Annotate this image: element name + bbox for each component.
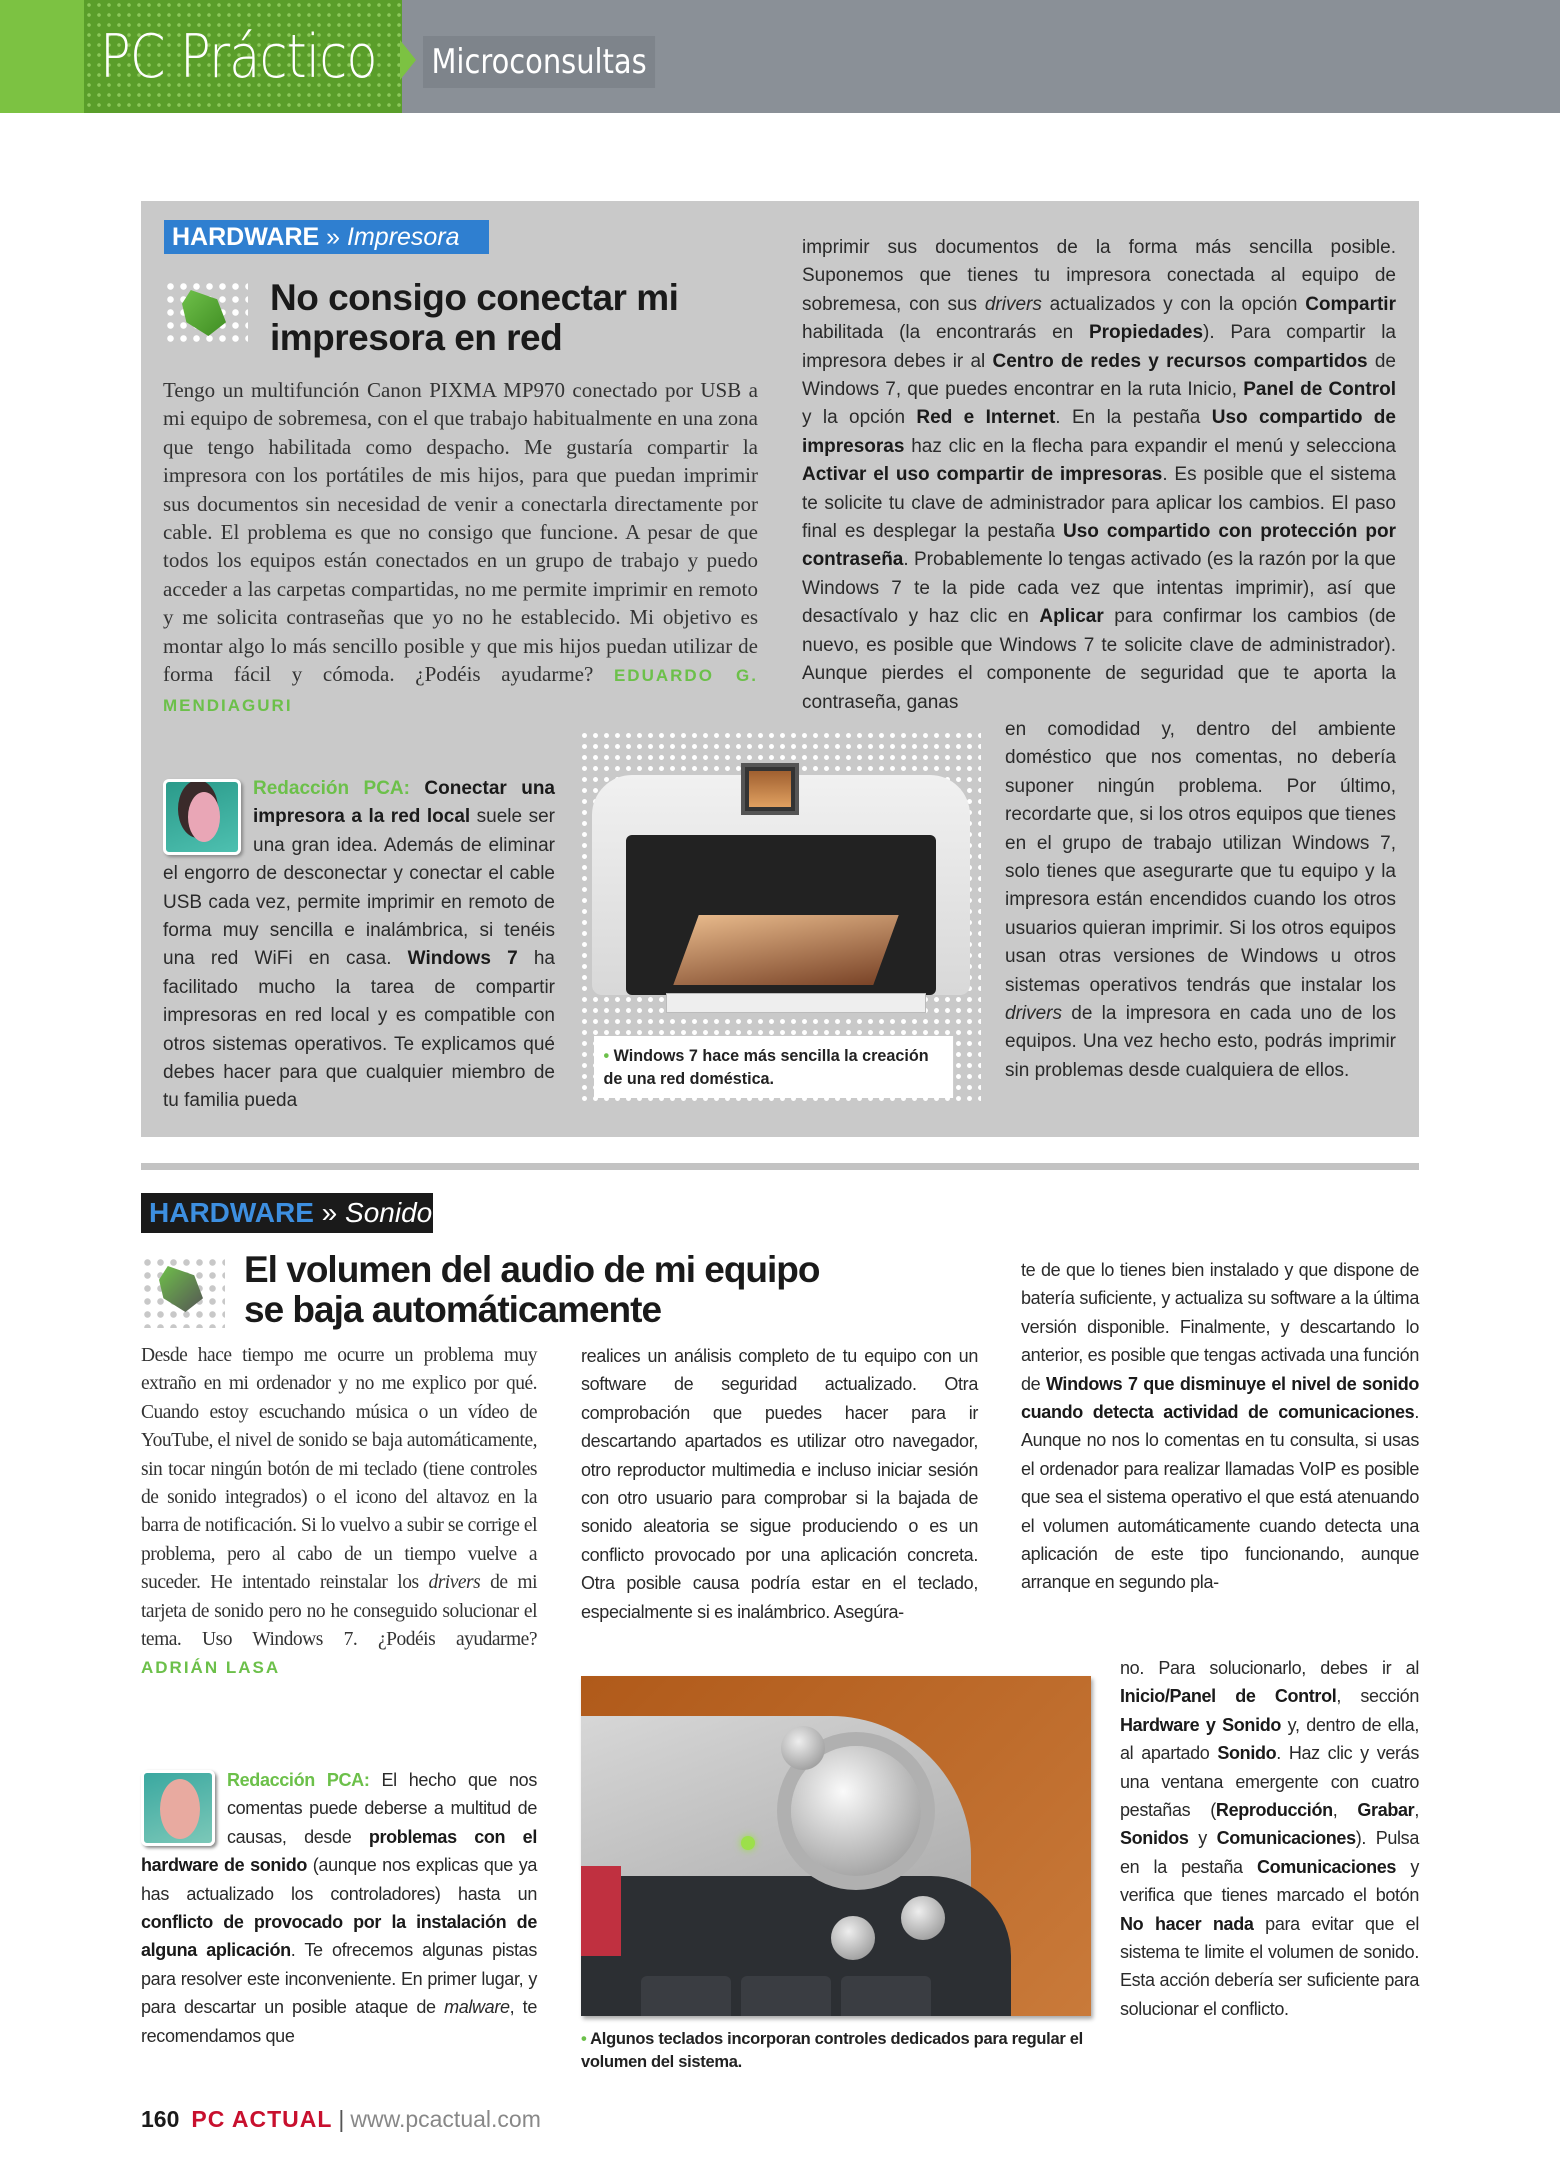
bullet-icon: • — [603, 1046, 610, 1065]
text-run: , — [1332, 1800, 1358, 1821]
category-tag — [164, 220, 489, 254]
category-separator: » — [319, 223, 348, 251]
text-run: no. Para solucionarlo, debes ir al — [1120, 1658, 1419, 1678]
text-run: Reproducción — [1215, 1800, 1333, 1821]
category-tag — [141, 1193, 433, 1233]
text-run: problemas con el hardware de sonido — [141, 1826, 537, 1876]
category-label: HARDWARE — [172, 223, 320, 251]
text-run: conflicto de provocado por la instalación de alguna aplicación — [141, 1912, 537, 1961]
section-divider — [141, 1163, 1419, 1170]
subcategory-label: Impresora — [347, 223, 460, 251]
text-run: de Windows 7, que puedes encontrar en la ruta Inicio, — [802, 350, 1396, 401]
text-run: Compartir — [1305, 293, 1396, 315]
text-run: Desde hace tiempo me ocurre un problema muy extraño en mi ordenador y no me explico por qué. Cuando estoy escuchando música o un vídeo de YouTube, el nivel de sonido se baja automáticamente, sin tocar ningún botón de mi teclado (tiene controles de sonido integrados) o el icono del altavoz en la barra de notificación. Si lo vuelvo a subir se corrige el problema, pero al cabo de un tiempo vuelve a suceder. He intentado reinstalar los — [141, 1345, 537, 1594]
page-footer — [141, 2104, 541, 2134]
text-run: y la opción — [802, 407, 917, 429]
text-run: suele ser una gran idea. Además de eliminar el engorro de desconectar y conectar el cable USB cada vez, permite imprimir en remoto de forma muy sencilla e inalámbrica, si tenéis una red WiFi en casa. — [163, 806, 555, 970]
text-run: . Aunque no nos lo comentas en tu consulta, si usas el ordenador para realizar llamadas VoIP es posible que sea el sistema operativo el que está atenuando el volumen automáticamente cuando detecta una aplicación de este tipo funcionando, aunque arranque en segundo pla- — [1021, 1402, 1419, 1593]
answer-continued-2 — [1005, 716, 1396, 1085]
text-run: , sección — [1336, 1686, 1419, 1707]
text-run: realices un análisis completo de tu equipo con un software de seguridad actualizado. Otra comprobación que puedes hacer para ir descartando apartados es utilizar otro navegador, otro reproductor multimedia e incluso iniciar sesión con otro usuario para comprobar si la bajada de sonido aleatoria se sigue produciendo o es un conflicto provocado por una aplicación concreta. Otra posible causa podría estar en el teclado, especialmente si es inalámbrico. Asegúra- — [581, 1346, 978, 1622]
figure-caption — [594, 1036, 953, 1098]
keyboard-photo — [581, 1676, 1091, 2016]
footer-separator: | — [338, 2106, 345, 2132]
website-link[interactable]: www.pcactual.com — [350, 2106, 541, 2132]
editor-answer — [163, 775, 555, 1116]
text-run: Sonido — [1217, 1743, 1277, 1764]
text-run: para evitar que el sistema te limite el volumen de sonido. Esta acción debería ser suficiente para solucionar el conflicto. — [1120, 1913, 1419, 2019]
answer-continued — [581, 1342, 978, 1626]
reader-question — [163, 376, 758, 721]
text-run: Uso compartido de impresoras — [802, 407, 1396, 457]
editor-avatar — [163, 779, 241, 855]
chevron-right-icon — [400, 40, 416, 80]
text-run: y verifica que tienes marcado el botón — [1120, 1856, 1419, 1906]
text-run: El hecho que nos comentas puede deberse a multitud de causas, desde — [227, 1770, 537, 1847]
text-run: ). Pulsa en la pestaña — [1120, 1828, 1419, 1877]
text-run: de la impresora en cada uno de los equipos. Una vez hecho esto, podrás imprimir sin problemas desde cualquiera de ellos. — [1005, 1003, 1396, 1081]
editor-answer — [141, 1766, 537, 2050]
text-run: ). Para compartir la impresora debes ir al — [802, 322, 1397, 372]
text-run: te de que lo tienes bien instalado y que dispone de batería suficiente, y actualiza su software a la última versión disponible. Finalmente, y descartando lo anterior, es posible que tengas activada una función de — [1021, 1260, 1419, 1394]
category-label: HARDWARE — [149, 1197, 314, 1228]
bullet-icon: • — [581, 2030, 587, 2048]
text-run: . Probablemente lo tengas activado (es la razón por la que Windows 7 te la pide cada vez que intentas imprimir), así que desactívalo y haz clic en — [802, 549, 1396, 628]
text-run: No hacer nada — [1120, 1913, 1254, 1934]
text-run: drivers — [1005, 1003, 1063, 1025]
text-run: . En la pestaña — [1055, 407, 1212, 429]
text-run: (aunque nos explicas que ya has actualizado los controladores) hasta un — [141, 1855, 538, 1904]
answer-continued-3 — [1120, 1654, 1419, 2023]
article-title: El volumen del audio de mi equipo se baja automáticamente — [244, 1249, 820, 1330]
text-run: Activar el uso compartir de impresoras — [802, 464, 1163, 486]
text-run: Redacción PCA: — [227, 1770, 370, 1790]
text-run: . Te ofrecemos algunas pistas para resolver este inconveniente. En primer lugar, y para descartar un posible ataque de — [141, 1940, 537, 2018]
hardware-icon — [164, 280, 248, 348]
printer-photo — [586, 735, 976, 1018]
text-run: drivers — [984, 293, 1042, 315]
text-run: y — [1188, 1828, 1217, 1849]
text-run: Windows 7 — [407, 948, 518, 970]
reader-question — [141, 1342, 537, 1683]
text-run: Grabar — [1357, 1800, 1415, 1821]
text-run: Hardware y Sonido — [1120, 1714, 1282, 1735]
article-title: No consigo conectar mi impresora en red — [270, 277, 679, 358]
text-run: Sonidos — [1120, 1828, 1189, 1849]
subcategory-label: Sonido — [345, 1197, 433, 1228]
text-run: Panel de Control — [1243, 379, 1396, 401]
header-accent-strip — [0, 0, 84, 113]
subsection-title: Microconsultas — [423, 36, 655, 88]
text-run: Centro de redes y recursos compartidos — [992, 350, 1368, 372]
text-run: , te recomendamos que — [141, 1997, 537, 2046]
text-run: drivers — [428, 1572, 481, 1594]
caption-text: Algunos teclados incorporan controles dedicados para regular el volumen del sistema. — [581, 2030, 1083, 2071]
text-run: Comunicaciones — [1256, 1856, 1397, 1877]
text-run: y, dentro de ella, al apartado — [1120, 1714, 1419, 1764]
page-number: 160 — [141, 2106, 180, 2132]
text-run: . Haz clic y verás una ventana emergente con cuatro pestañas ( — [1120, 1743, 1419, 1821]
caption-text: Windows 7 hace más sencilla la creación de una red doméstica. — [603, 1046, 929, 1088]
text-run: haz clic en la flecha para expandir el menú y selecciona — [904, 435, 1396, 457]
text-run: para confirmar los cambios (de nuevo, es posible que Windows 7 te solicite clave de administrador). Aunque pierdes el componente de seguridad que te aporta la contraseña, ganas — [802, 606, 1396, 713]
category-separator: » — [313, 1197, 346, 1228]
text-run: Redacción PCA: — [253, 778, 425, 799]
author-name: ADRIÁN LASA — [141, 1658, 281, 1678]
text-run: Uso compartido con protección por contraseña — [802, 521, 1396, 571]
editor-avatar — [141, 1770, 215, 1846]
author-name: EDUARDO G. MENDIAGURI — [163, 666, 758, 716]
text-run: , — [1414, 1800, 1419, 1821]
figure-caption — [581, 2028, 1101, 2074]
text-run: Inicio/Panel de Control — [1120, 1686, 1337, 1707]
text-run: habilitada (la encontrarás en — [802, 322, 1089, 344]
magazine-brand: PC ACTUAL — [191, 2106, 333, 2132]
sound-hardware-icon — [141, 1256, 225, 1328]
text-run: Tengo un multifunción Canon PIXMA MP970 conectado por USB a mi equipo de sobremesa, con el que trabajo habitualmente en una zona que tengo habilitada como despacho. Me gustaría compartir la impresora con los portátiles de mis hijos, para que puedan imprimir sus documentos sin necesidad de venir a conectarla directamente por cable. El problema es que no consigo que funcione. A pesar de que todos los equipos están conectados en un grupo de trabajo y puedo acceder a las carpetas compartidas, no me permite imprimir en remoto y me solicita contraseñas que yo no he establecido. Mi objetivo es montar algo lo más sencillo posible y que mis hijos puedan utilizar de forma fácil y cómoda. ¿Podéis ayudarme? — [163, 378, 758, 687]
text-run: Red e Internet — [916, 407, 1056, 429]
text-run: . Es posible que el sistema te solicite tu clave de administrador para aplicar los cambios. El paso final es desplegar la pestaña — [802, 464, 1396, 543]
answer-continued — [802, 234, 1396, 717]
text-run: actualizados y con la opción — [1041, 293, 1306, 315]
text-run: en comodidad y, dentro del ambiente doméstico que nos comentas, no debería suponer ningún problema. Por último, recordarte que, si los otros equipos que tienes en el grupo de trabajo utilizan Windows 7, solo tienes que asegurarte que tu equipo y la impresora están encendidos cuando los otros usuarios quieran imprimir. Si los otros equipos usan otras versiones de Windows u otros sistemas operativos tendrás que instalar los — [1005, 719, 1396, 996]
answer-continued-2 — [1021, 1256, 1419, 1597]
text-run: Windows 7 que disminuye el nivel de sonido cuando detecta actividad de comunicaciones — [1021, 1373, 1419, 1423]
text-run: Aplicar — [1039, 606, 1104, 628]
text-run: de mi tarjeta de sonido pero no he conseguido solucionar el tema. Uso Windows 7. ¿Podéis ayudarme? — [141, 1572, 537, 1651]
text-run: imprimir sus documentos de la forma más sencilla posible. Suponemos que tienes tu impresora conectada al equipo de sobremesa, con sus — [802, 237, 1396, 315]
section-title: PC Práctico — [100, 22, 377, 92]
text-run: Conectar una impresora a la red local — [253, 778, 555, 828]
text-run: Comunicaciones — [1216, 1828, 1356, 1849]
text-run: ha facilitado mucho la tarea de compartir impresoras en red local y es compatible con otros sistemas operativos. Te explicamos qué debes hacer para que cualquier miembro de tu familia pueda — [163, 948, 555, 1112]
text-run: malware — [444, 1997, 510, 2018]
text-run: Propiedades — [1088, 322, 1204, 344]
